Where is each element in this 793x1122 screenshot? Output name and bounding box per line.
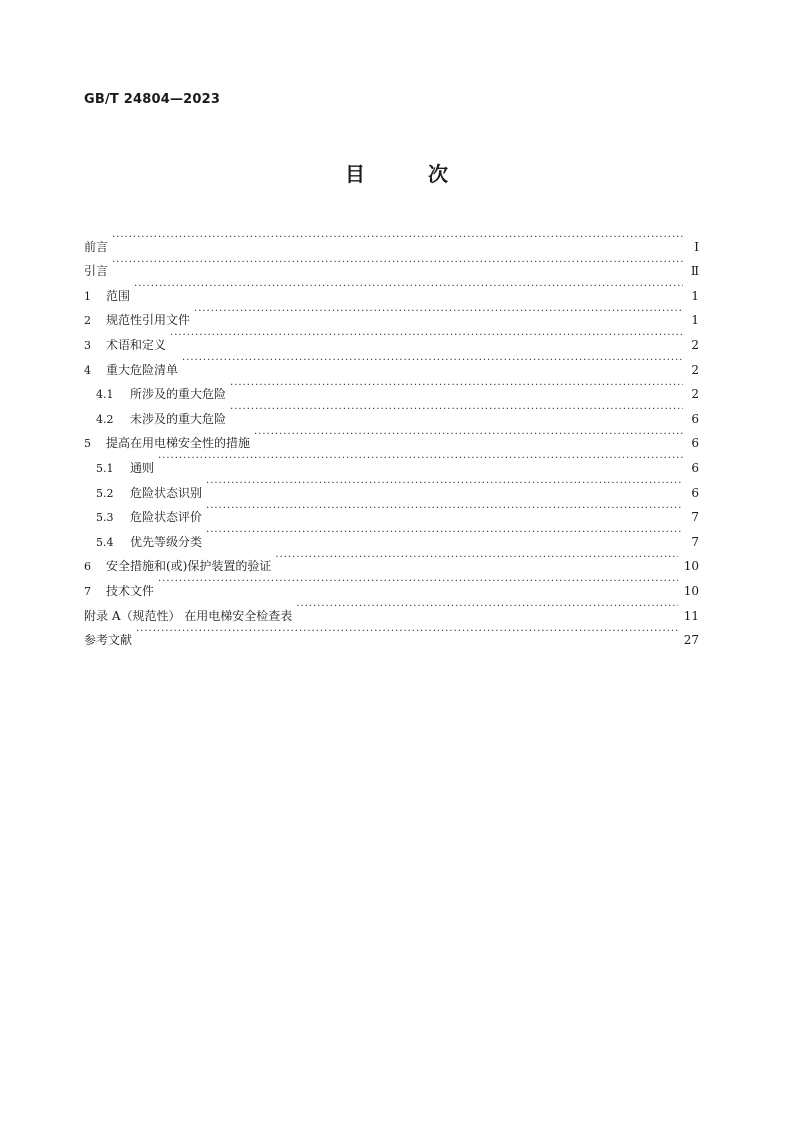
- toc-entry-label: 规范性引用文件: [106, 313, 191, 328]
- toc-leader-dots: [230, 398, 683, 423]
- toc-leader-dots: [182, 349, 683, 374]
- toc-leader-dots: [194, 300, 683, 325]
- toc-entry-label: 术语和定义: [106, 337, 167, 352]
- toc-entry-number: 5.4: [96, 535, 114, 549]
- toc-entry-page: 27: [683, 633, 699, 648]
- toc-leader-dots: [112, 226, 683, 251]
- toc-entry-number: 2: [84, 314, 91, 328]
- toc-entry[interactable]: [84, 275, 699, 303]
- toc-leader-dots: [112, 251, 683, 276]
- toc-entry-label: 引言: [84, 264, 109, 279]
- toc-entry[interactable]: [84, 349, 699, 377]
- toc-entry-number: 5.1: [96, 461, 114, 475]
- toc-leader-dots: [275, 546, 677, 571]
- toc-entry[interactable]: [84, 226, 699, 254]
- toc-leader-dots: [206, 521, 683, 546]
- toc-entry[interactable]: [84, 472, 699, 500]
- toc-entry-page: 6: [691, 436, 699, 451]
- toc-entry-number: 1: [84, 289, 91, 303]
- toc-leader-dots: [134, 275, 683, 300]
- toc-entry-page: 7: [691, 534, 699, 549]
- toc-leader-dots: [206, 497, 683, 522]
- toc-entry-number: 4.1: [96, 388, 114, 402]
- toc-entry-label: 重大危险清单: [106, 362, 179, 377]
- toc-entry[interactable]: [84, 447, 699, 475]
- toc-entry-label: 提高在用电梯安全性的措施: [106, 436, 251, 451]
- toc-entry-page: 10: [683, 583, 699, 598]
- toc-leader-dots: [158, 570, 678, 595]
- page-title: 目 次: [345, 162, 476, 186]
- toc-entry-label: 安全措施和(或)保护装置的验证: [106, 559, 272, 574]
- toc-leader-dots: [296, 595, 677, 620]
- toc-entry-label: 优先等级分类: [130, 534, 203, 549]
- toc-entry-page: 6: [691, 460, 699, 475]
- toc-entry-page: 2: [691, 387, 699, 402]
- toc-entry[interactable]: [84, 324, 699, 352]
- toc-leader-dots: [158, 447, 683, 472]
- toc-leader-dots: [230, 374, 683, 399]
- toc-entry-page: 2: [691, 337, 699, 352]
- toc-leader-dots: [254, 423, 683, 448]
- toc-entry[interactable]: [84, 595, 699, 623]
- document-code: GB/T 24804—2023: [84, 92, 221, 107]
- toc-entry-page: Ⅱ: [690, 264, 699, 279]
- toc-entry-page: 7: [691, 510, 699, 525]
- toc-entry-label: 危险状态识别: [130, 485, 203, 500]
- toc-entry-number: 6: [84, 560, 91, 574]
- toc-entry-label: 通则: [130, 460, 155, 475]
- toc-entry-label: 危险状态评价: [130, 510, 203, 525]
- toc-entry-number: 5.2: [96, 486, 114, 500]
- toc-entry-number: 7: [84, 584, 91, 598]
- toc-entry-page: 2: [691, 362, 699, 377]
- toc-entry-page: 1: [691, 313, 699, 328]
- toc-entry-page: 1: [691, 288, 699, 303]
- toc-entry-label: 参考文献: [84, 633, 133, 648]
- toc-entry-label: 范围: [106, 288, 131, 303]
- toc-entry-page: 10: [683, 559, 699, 574]
- toc-entry-page: Ⅰ: [694, 239, 699, 254]
- toc-entry-page: 6: [691, 485, 699, 500]
- toc-entry-number: 4: [84, 363, 91, 377]
- table-of-contents: [84, 226, 699, 648]
- toc-entry-number: 5.3: [96, 511, 114, 525]
- toc-entry-number: 5: [84, 437, 91, 451]
- toc-entry-page: 11: [683, 608, 699, 623]
- toc-leader-dots: [170, 324, 683, 349]
- toc-entry[interactable]: [84, 251, 699, 279]
- toc-leader-dots: [136, 620, 678, 645]
- toc-entry-label: 所涉及的重大危险: [130, 387, 227, 402]
- toc-entry[interactable]: [84, 620, 699, 648]
- toc-entry-label: 未涉及的重大危险: [130, 411, 227, 426]
- toc-entry[interactable]: [84, 570, 699, 598]
- toc-entry-page: 6: [691, 411, 699, 426]
- toc-entry-label: 前言: [84, 239, 109, 254]
- toc-leader-dots: [206, 472, 683, 497]
- toc-entry-label: 技术文件: [106, 583, 155, 598]
- toc-entry[interactable]: [84, 300, 699, 328]
- toc-entry-label: 附录 A（规范性） 在用电梯安全检查表: [84, 608, 293, 623]
- toc-entry-number: 4.2: [96, 412, 114, 426]
- toc-entry-number: 3: [84, 338, 91, 352]
